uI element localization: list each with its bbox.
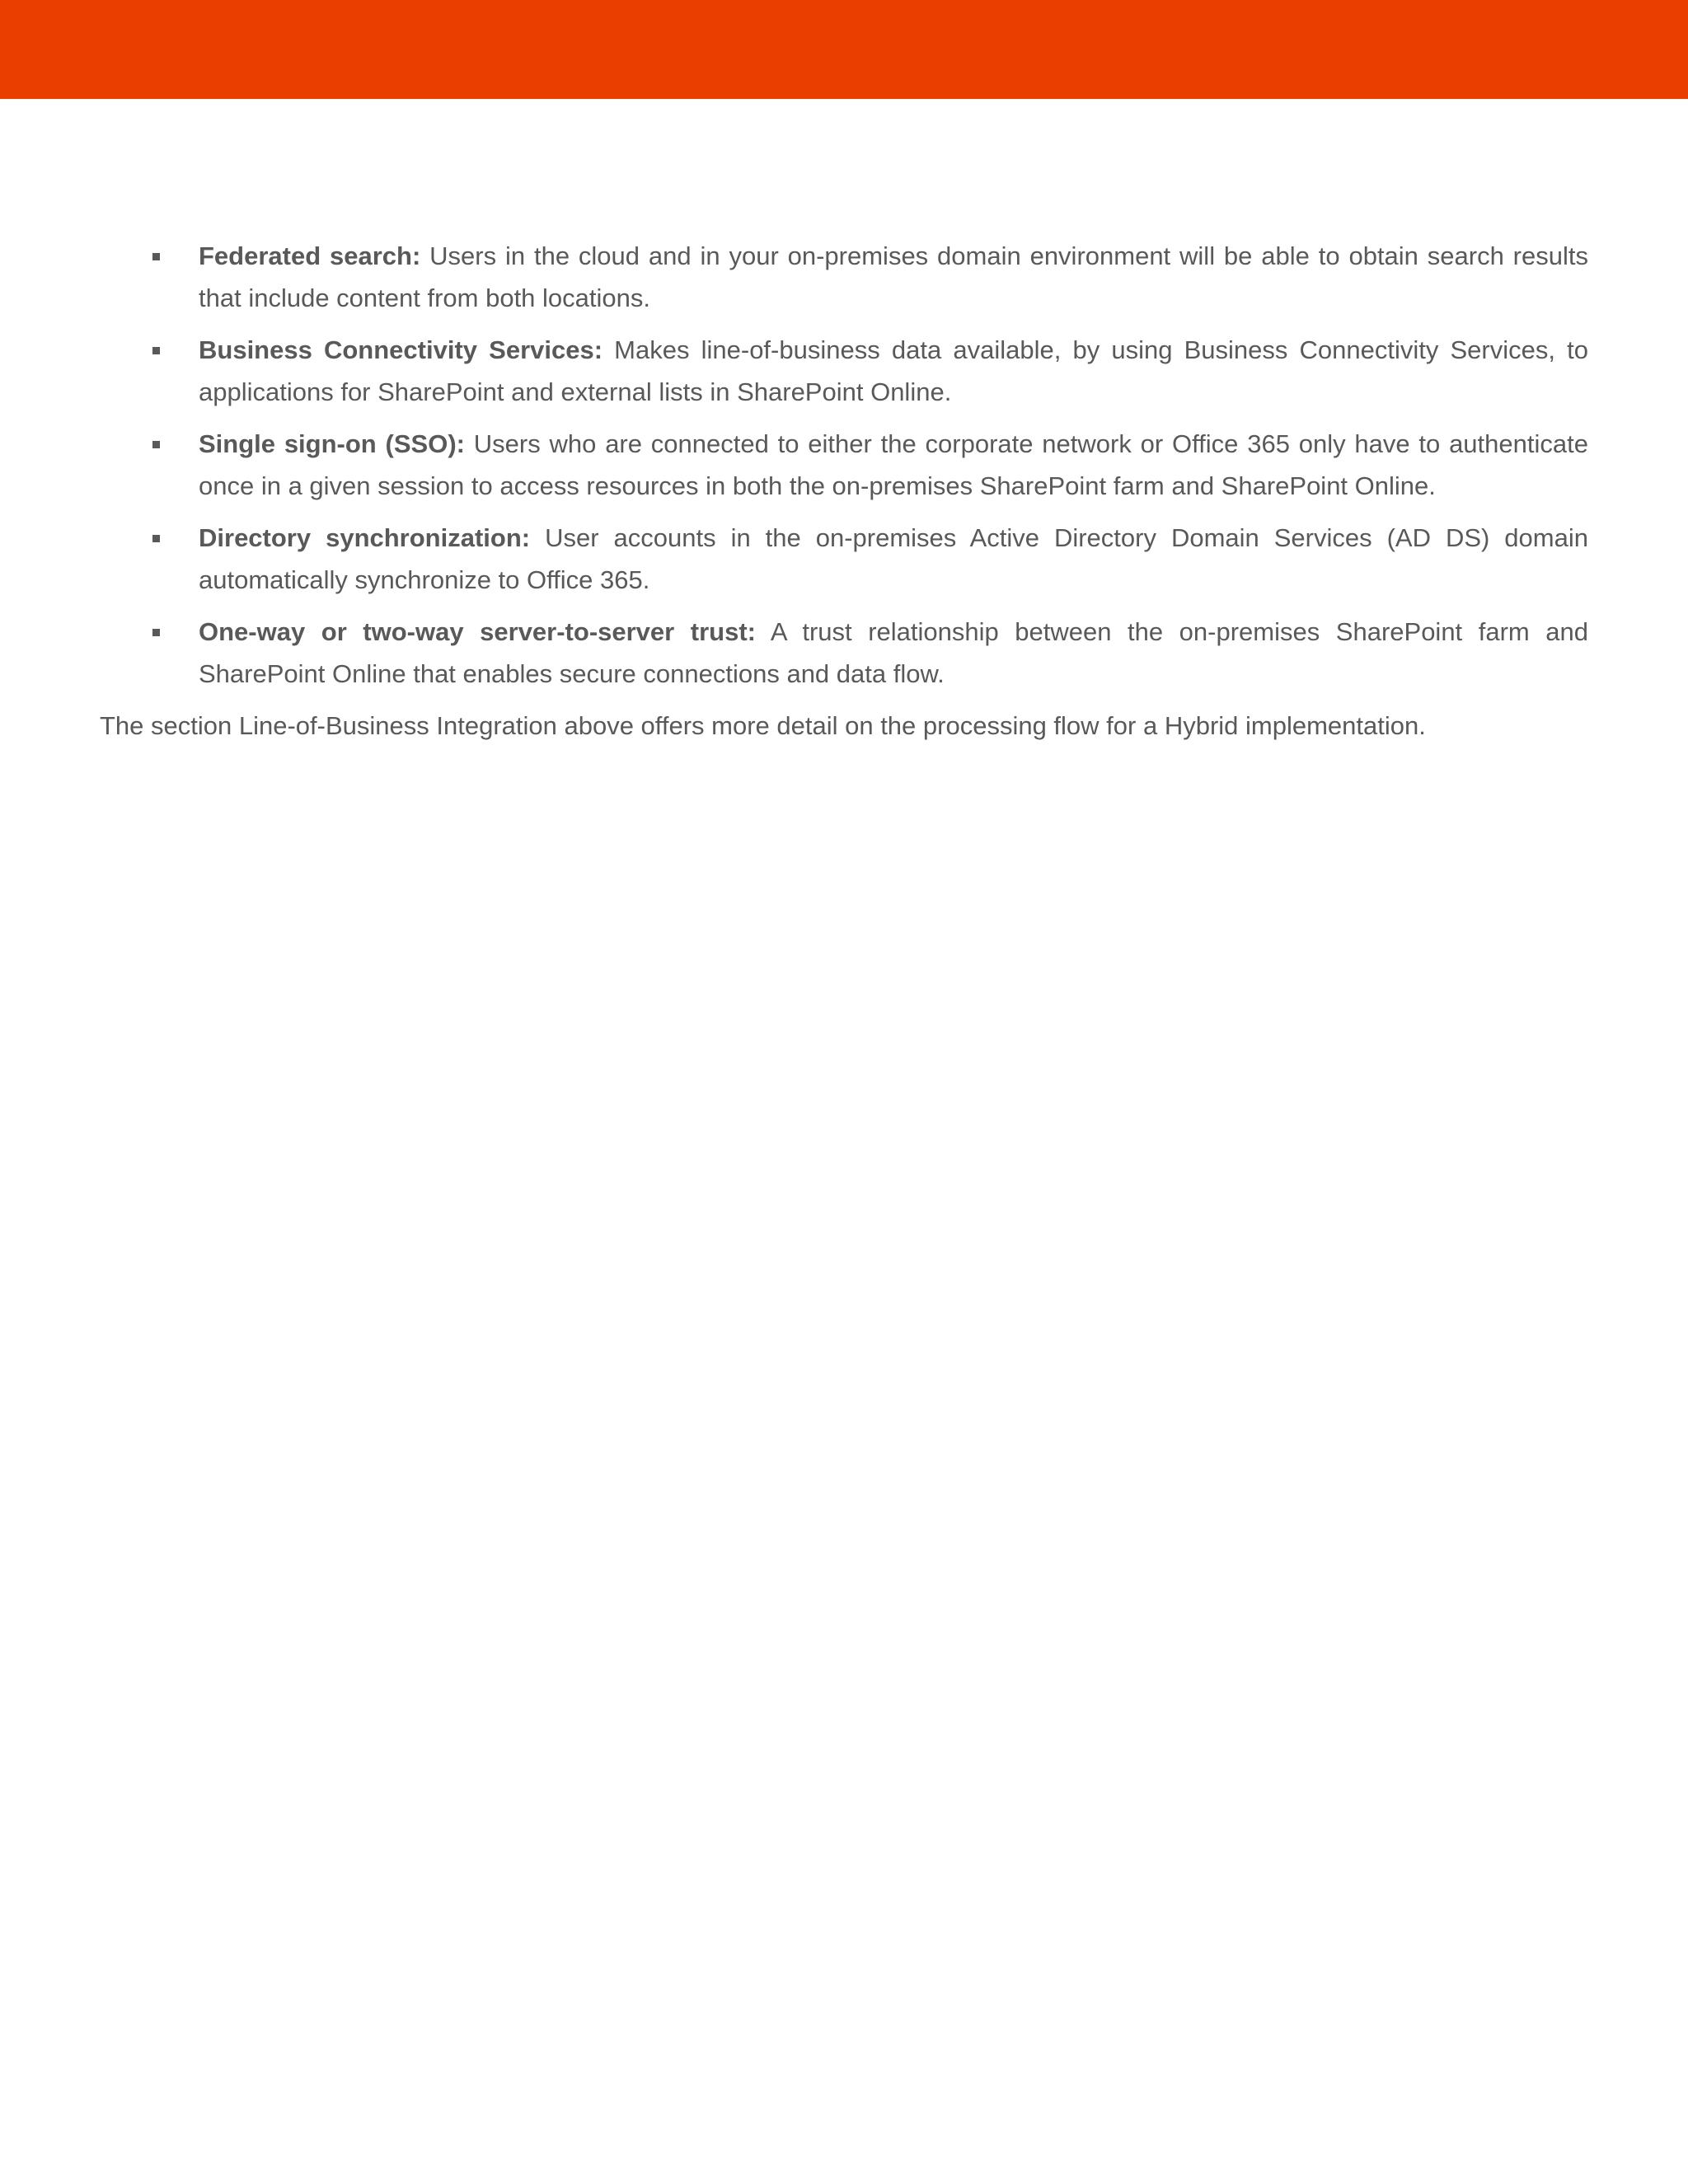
header-band xyxy=(0,0,1688,99)
list-item-term: Federated search: xyxy=(199,241,421,270)
square-bullet-icon xyxy=(152,347,160,354)
list-item-text: User accounts in the on-premises Active Directory Domain Services (AD DS) domain automatically synchronize to Office 365. xyxy=(199,523,1588,594)
list-item-text: Users who are connected to either the corporate network or Office 365 only have to authenticate once in a given session to access resources in both the on-premises SharePoint farm and SharePoint Online. xyxy=(199,429,1588,500)
list-item-term: Business Connectivity Services: xyxy=(199,335,603,364)
list-item-term: Single sign-on (SSO): xyxy=(199,429,465,458)
square-bullet-icon xyxy=(152,441,160,448)
square-bullet-icon xyxy=(152,629,160,636)
list-item xyxy=(100,517,1588,601)
list-item xyxy=(100,235,1588,319)
square-bullet-icon xyxy=(152,535,160,542)
list-item xyxy=(100,329,1588,413)
feature-list xyxy=(100,235,1588,695)
closing-paragraph: The section Line-of-Business Integration above offers more detail on the processing flow for a Hybrid implementation. xyxy=(100,711,1426,740)
page-content xyxy=(100,235,1588,747)
list-item-term: Directory synchronization: xyxy=(199,523,531,552)
list-item-text: Makes line-of-business data available, by using Business Connectivity Services, to applications for SharePoint and external lists in SharePoint Online. xyxy=(199,335,1588,406)
square-bullet-icon xyxy=(152,253,160,260)
list-item-term: One-way or two-way server-to-server trust: xyxy=(199,617,756,646)
list-item-text: A trust relationship between the on-premises SharePoint farm and SharePoint Online that enables secure connections and data flow. xyxy=(199,617,1588,688)
list-item xyxy=(100,611,1588,695)
list-item-text: Users in the cloud and in your on-premises domain environment will be able to obtain search results that include content from both locations. xyxy=(199,241,1588,312)
list-item xyxy=(100,423,1588,507)
